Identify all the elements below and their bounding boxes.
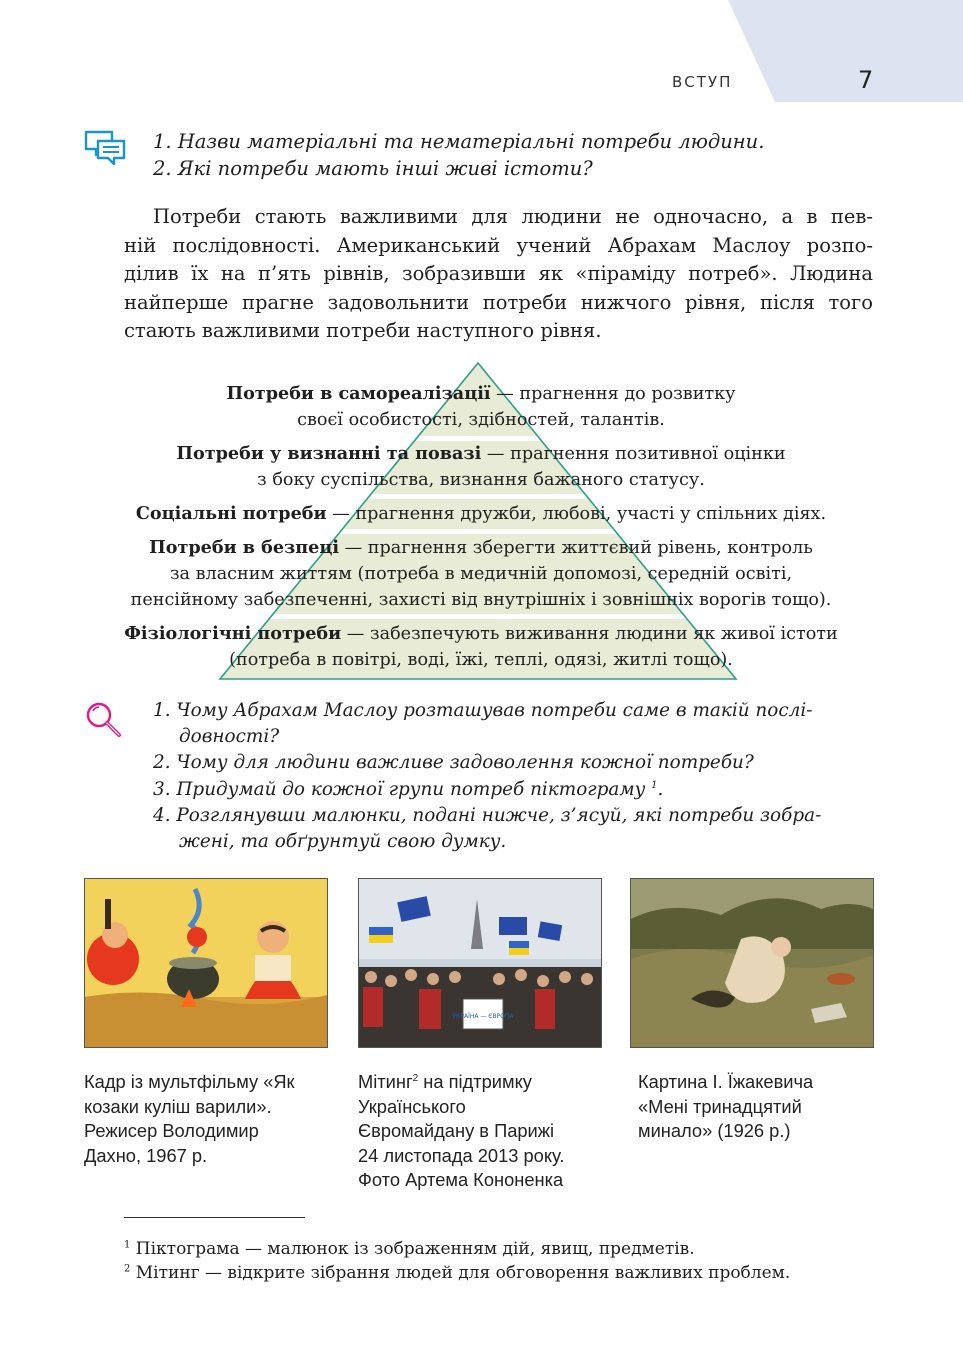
caption-painting: Картина І. Їжакевича «Мені тринадцятий минало» (1926 р.) bbox=[638, 1071, 814, 1141]
speech-bubbles-icon bbox=[84, 128, 126, 168]
level-description: своєї особистості, здібностей, талантів. bbox=[297, 410, 665, 430]
corner-band bbox=[728, 0, 963, 102]
task-list bbox=[153, 698, 873, 855]
footnote-ref: 2 bbox=[412, 1072, 419, 1084]
section-label: ВСТУП bbox=[672, 73, 733, 91]
question-item: 2. Які потреби мають інші живі істоти? bbox=[153, 157, 593, 180]
paragraph-line: найперше прагне задовольнити потреби нижчого рівня, після того bbox=[124, 290, 873, 314]
paragraph-line: Потреби стають важливими для людини не одночасно, а в пев- bbox=[153, 205, 873, 228]
level-term: Потреби в безпеці bbox=[149, 537, 340, 558]
cartoon-frame-image bbox=[84, 878, 328, 1048]
pyramid-level-safety bbox=[76, 535, 886, 613]
paragraph-line: ній послідовності. Американський учений Абрахам Маслоу розпо- bbox=[124, 233, 873, 257]
intro-paragraph bbox=[124, 203, 873, 346]
pyramid-level-social bbox=[76, 501, 886, 527]
level-description: — прагнення до розвитку bbox=[490, 384, 736, 404]
page-number: 7 bbox=[858, 66, 874, 94]
task-item: 1. Чому Абрахам Маслоу розташував потреби саме в такій послі- довності? bbox=[153, 700, 813, 748]
footnote-divider bbox=[124, 1217, 305, 1218]
task-item: 4. Розглянувши малюнки, подані нижче, з’ясуй, які потреби зобра- жені, та обґрунтуй свою думку. bbox=[153, 804, 822, 853]
footnotes bbox=[124, 1237, 884, 1285]
level-description: за власним життям (потреба в медичній допомозі, середній освіті, bbox=[169, 564, 793, 584]
painting-image bbox=[630, 878, 874, 1048]
question-item: 1. Назви матеріальні та нематеріальні потреби людини. bbox=[153, 130, 765, 153]
pyramid-level-physiological bbox=[76, 621, 886, 673]
caption-rally: Мітинг$^2$ на підтримку Українського Євромайдану в Парижі 24 листопада 2013 року. Фото Артема Кононенка bbox=[358, 1071, 565, 1190]
level-term: Потреби у визнанні та повазі bbox=[176, 443, 482, 464]
paragraph-line: ділив їх на п’ять рівнів, зобразивши як «піраміду потреб». Людина bbox=[124, 262, 873, 285]
level-description: з боку суспільства, визнання бажаного статусу. bbox=[257, 470, 705, 490]
pyramid-levels bbox=[76, 381, 886, 681]
level-description: — прагнення позитивної оцінки bbox=[481, 444, 786, 464]
paragraph-line: стають важливими потреби наступного рівня. bbox=[124, 319, 602, 342]
pyramid-level-self-actualization bbox=[76, 381, 886, 433]
level-description: пенсійному забезпеченні, захисті від внутрішніх і зовнішніх ворогів тощо). bbox=[130, 590, 832, 610]
level-term: Соціальні потреби bbox=[135, 503, 327, 524]
question-list bbox=[153, 128, 873, 182]
level-description: — прагнення дружби, любові, участі у спільних діях. bbox=[326, 504, 827, 524]
rally-photo-image bbox=[358, 878, 602, 1048]
magnifier-icon bbox=[84, 700, 124, 740]
footnote: $^2$ Мітинг — відкрите зібрання людей для обговорення важливих проблем. bbox=[124, 1263, 791, 1283]
footnote-ref: 1 bbox=[651, 779, 658, 791]
level-description: — прагнення зберегти життєвий рівень, контроль bbox=[339, 538, 813, 558]
level-term: Фізіологічні потреби bbox=[124, 623, 342, 644]
footnote: $^1$ Піктограма — малюнок із зображенням дій, явищ, предметів. bbox=[124, 1239, 695, 1259]
level-description: — забезпечують виживання людини як живої істоти bbox=[341, 624, 838, 644]
pyramid-level-esteem bbox=[76, 441, 886, 493]
task-item: 2. Чому для людини важливе задоволення кожної потреби? bbox=[153, 752, 754, 774]
task-item: 3. Придумай до кожної групи потреб піктограму $^1$. bbox=[153, 778, 664, 800]
protest-banner-text: УКРАЇНА — ЄВРОПА bbox=[452, 1013, 514, 1020]
caption-cartoon: Кадр із мультфільму «Як козаки куліш варили». Режисер Володимир Дахно, 1967 р. bbox=[84, 1071, 295, 1166]
level-description: (потреба в повітрі, воді, їжі, теплі, одязі, житлі тощо). bbox=[229, 650, 733, 670]
level-term: Потреби в самореалізації bbox=[226, 383, 491, 404]
